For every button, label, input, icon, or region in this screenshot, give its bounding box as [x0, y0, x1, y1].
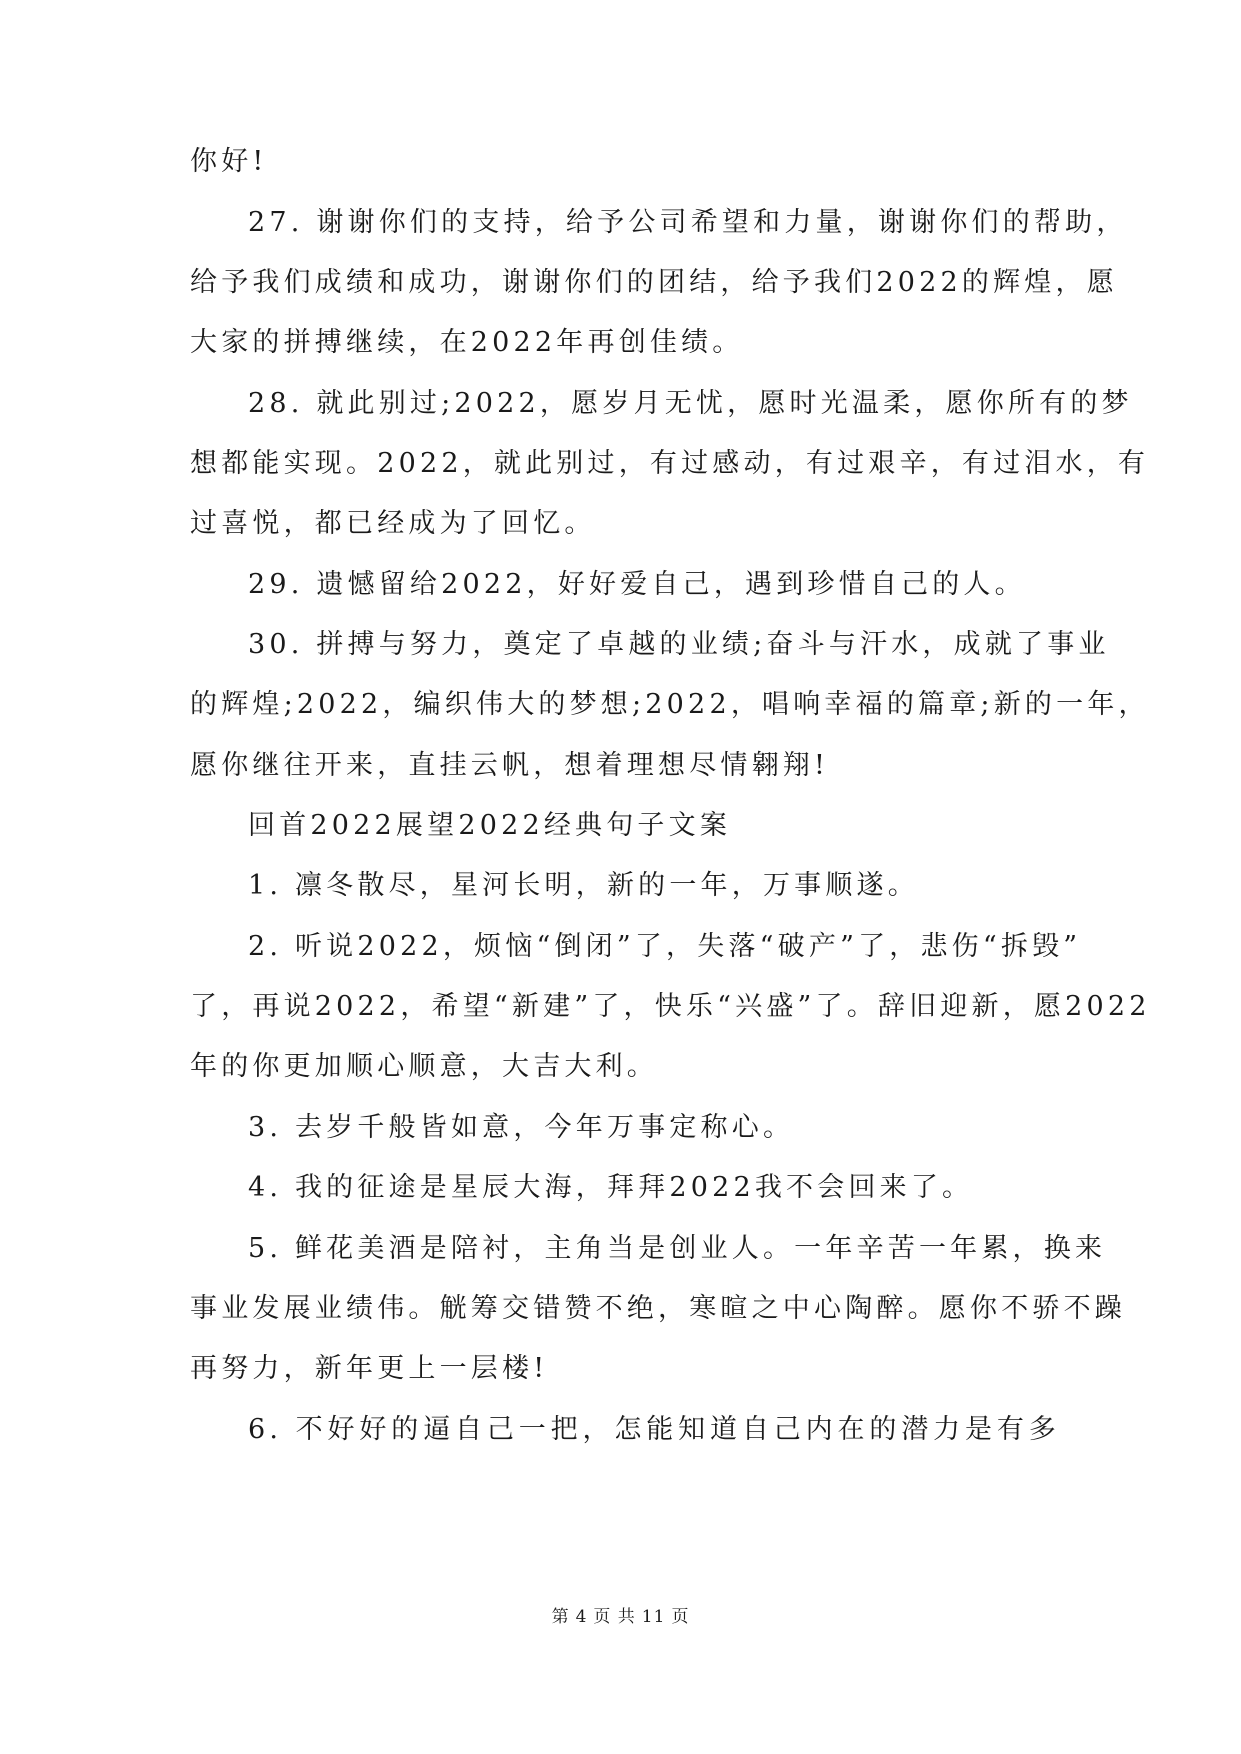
page-footer: [0, 1605, 1241, 1629]
text-line: 愿你继往开来，直挂云帆，想着理想尽情翱翔!: [190, 750, 830, 781]
text-line: 30. 拼搏与努力，奠定了卓越的业绩;奋斗与汗水，成就了事业: [248, 629, 1110, 660]
text-line: 大家的拼搏继续，在2022年再创佳绩。: [190, 327, 744, 358]
text-line: 5. 鲜花美酒是陪衬，主角当是创业人。一年辛苦一年累，换来: [248, 1233, 1107, 1264]
text-line: 年的你更加顺心顺意，大吉大利。: [190, 1051, 658, 1082]
text-line: 给予我们成绩和成功，谢谢你们的团结，给予我们2022的辉煌，愿: [190, 267, 1118, 298]
text-line: 3. 去岁千般皆如意，今年万事定称心。: [248, 1112, 795, 1143]
text-line: 27. 谢谢你们的支持，给予公司希望和力量，谢谢你们的帮助，: [248, 207, 1128, 238]
footer-prefix: 第: [551, 1607, 570, 1627]
section-heading: 回首2022展望2022经典句子文案: [248, 810, 732, 841]
text-line: 4. 我的征途是星辰大海，拜拜2022我不会回来了。: [248, 1172, 974, 1203]
text-line: 1. 凛冬散尽，星河长明，新的一年，万事顺遂。: [248, 870, 919, 901]
text-line: 2. 听说2022，烦恼“倒闭”了，失落“破产”了，悲伤“拆毁”: [248, 931, 1082, 962]
total-pages: 11: [641, 1607, 666, 1627]
text-line: 过喜悦，都已经成为了回忆。: [190, 508, 596, 539]
text-line: 28. 就此别过;2022，愿岁月无忧，愿时光温柔，愿你所有的梦: [248, 388, 1133, 419]
text-line: 的辉煌;2022，编织伟大的梦想;2022，唱响幸福的篇章;新的一年，: [190, 689, 1150, 720]
text-line: 你好!: [190, 146, 268, 177]
footer-suffix: 页: [671, 1607, 690, 1627]
text-line: 了，再说2022，希望“新建”了，快乐“兴盛”了。辞旧迎新，愿2022: [190, 991, 1151, 1022]
text-line: 6. 不好好的逼自己一把，怎能知道自己内在的潜力是有多: [248, 1414, 1060, 1445]
page-number: 4: [575, 1607, 588, 1627]
footer-mid: 页 共: [593, 1607, 636, 1627]
text-line: 29. 遗憾留给2022，好好爱自己，遇到珍惜自己的人。: [248, 569, 1026, 600]
text-line: 再努力，新年更上一层楼!: [190, 1353, 549, 1384]
text-line: 事业发展业绩伟。觥筹交错赞不绝，寒暄之中心陶醉。愿你不骄不躁: [190, 1293, 1126, 1324]
text-line: 想都能实现。2022，就此别过，有过感动，有过艰辛，有过泪水，有: [190, 448, 1150, 479]
